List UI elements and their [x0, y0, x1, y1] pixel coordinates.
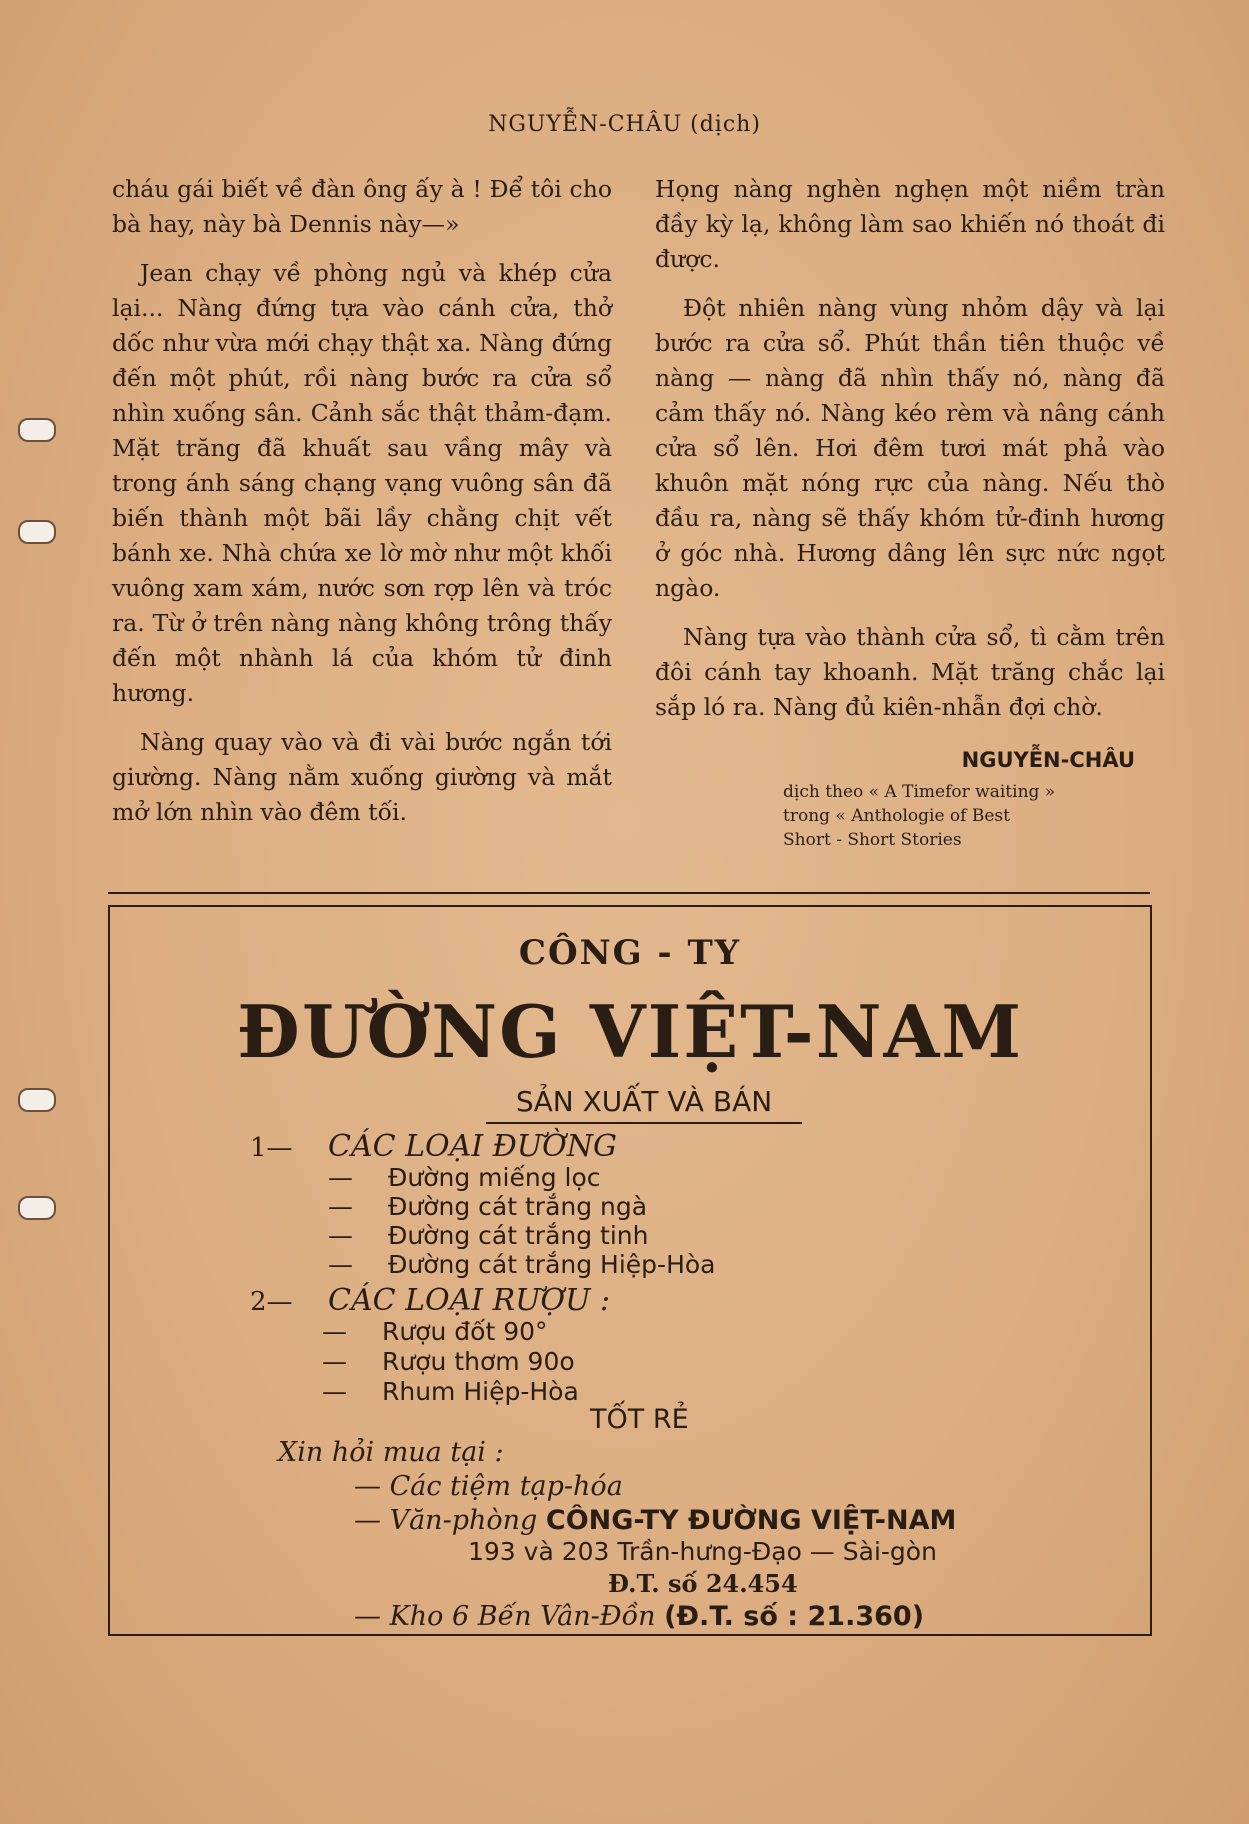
- section-heading: CÁC LOẠI RƯỢU :: [328, 1283, 611, 1318]
- list-item: — Rượu thơm 90o: [322, 1347, 575, 1376]
- list-item: — Đường cát trắng tinh: [328, 1221, 649, 1250]
- right-column: [655, 172, 1165, 852]
- buy-location: — Các tiệm tạp-hóa: [354, 1471, 623, 1502]
- buy-location: — Văn-phòng CÔNG-TY ĐƯỜNG VIỆT-NAM: [354, 1505, 957, 1536]
- source-line: Short - Short Stories: [783, 830, 962, 850]
- binding-hole: [18, 418, 56, 442]
- section-heading: CÁC LOẠI ĐƯỜNG: [328, 1129, 617, 1164]
- source-line: dịch theo « A Timefor waiting »: [783, 782, 1056, 802]
- buy-heading: Xin hỏi mua tại :: [278, 1437, 504, 1468]
- left-column: [112, 172, 612, 844]
- paragraph: Họng nàng nghèn nghẹn một niềm tràn đầy kỳ lạ, không làm sao khiến nó thoát đi được.: [655, 175, 1165, 273]
- ad-subtitle: SẢN XUẤT VÀ BÁN: [486, 1085, 802, 1124]
- buy-location: — Kho 6 Bến Vân-Đồn (Đ.T. số : 21.360): [354, 1601, 925, 1632]
- list-item: — Đường miếng lọc: [328, 1163, 601, 1192]
- phone-number: Đ.T. số 24.454: [608, 1569, 798, 1598]
- binding-hole: [18, 520, 56, 544]
- paragraph: Nàng quay vào và đi vài bước ngắn tới giường. Nàng nằm xuống giường và mắt mở lớn nhìn vào đêm tối.: [112, 728, 612, 826]
- binding-hole: [18, 1088, 56, 1112]
- ad-title: ĐƯỜNG VIỆT-NAM: [236, 989, 1024, 1074]
- list-item: — Đường cát trắng ngà: [328, 1192, 648, 1221]
- binding-hole: [18, 1196, 56, 1220]
- list-item: — Rượu đốt 90°: [322, 1317, 548, 1346]
- source-line: trong « Anthologie of Best: [783, 806, 1010, 826]
- list-item: — Rhum Hiệp-Hòa: [322, 1377, 579, 1406]
- address: 193 và 203 Trần-hưng-Đạo — Sài-gòn: [468, 1537, 937, 1566]
- section-number: 2—: [250, 1287, 293, 1317]
- paragraph: Nàng tựa vào thành cửa sổ, tì cằm trên đôi cánh tay khoanh. Mặt trăng chắc lại sắp ló ra. Nàng đủ kiên-nhẫn đợi chờ.: [655, 623, 1165, 721]
- divider: [108, 892, 1150, 894]
- ad-company: CÔNG - TY: [518, 933, 742, 973]
- advertisement-box: [108, 905, 1152, 1636]
- list-item: — Đường cát trắng Hiệp-Hòa: [328, 1250, 716, 1279]
- source-note: [783, 780, 1165, 852]
- paragraph: Jean chạy về phòng ngủ và khép cửa lại... Nàng đứng tựa vào cánh cửa, thở dốc như vừa mới chạy thật xa. Nàng đứng đến một phút, rồi nàng bước ra cửa sổ nhìn xuống sân. Cảnh sắc thật thảm-đạm. Mặt trăng đã khuất sau vầng mây và trong ánh sáng chạng vạng vuông sân đã biến thành một bãi lầy chằng chịt vết bánh xe. Nhà chứa xe lờ mờ như một khối vuông xam xám, nước sơn rợp lên và tróc ra. Từ ở trên nàng nàng không trông thấy đến một nhành lá của khóm tử đinh hương.: [112, 259, 612, 707]
- page-header: NGUYỄN-CHÂU (dịch): [488, 112, 761, 137]
- paragraph: Đột nhiên nàng vùng nhỏm dậy và lại bước ra cửa sổ. Phút thần tiên thuộc về nàng — nàng đã nhìn thấy nó, nàng đã cảm thấy nó. Nàng kéo rèm và nâng cánh cửa sổ lên. Hơi đêm tươi mát phả vào khuôn mặt nóng rực của nàng. Nếu thò đầu ra, nàng sẽ thấy khóm tử-đinh hương ở góc nhà. Hương dâng lên sực nức ngọt ngào.: [655, 294, 1165, 602]
- paragraph: cháu gái biết về đàn ông ấy à ! Để tôi cho bà hay, này bà Dennis này—»: [112, 175, 612, 238]
- author-signature: NGUYỄN-CHÂU: [961, 748, 1135, 772]
- section-number: 1—: [250, 1133, 293, 1163]
- price-tagline: TỐT RẺ: [590, 1404, 689, 1435]
